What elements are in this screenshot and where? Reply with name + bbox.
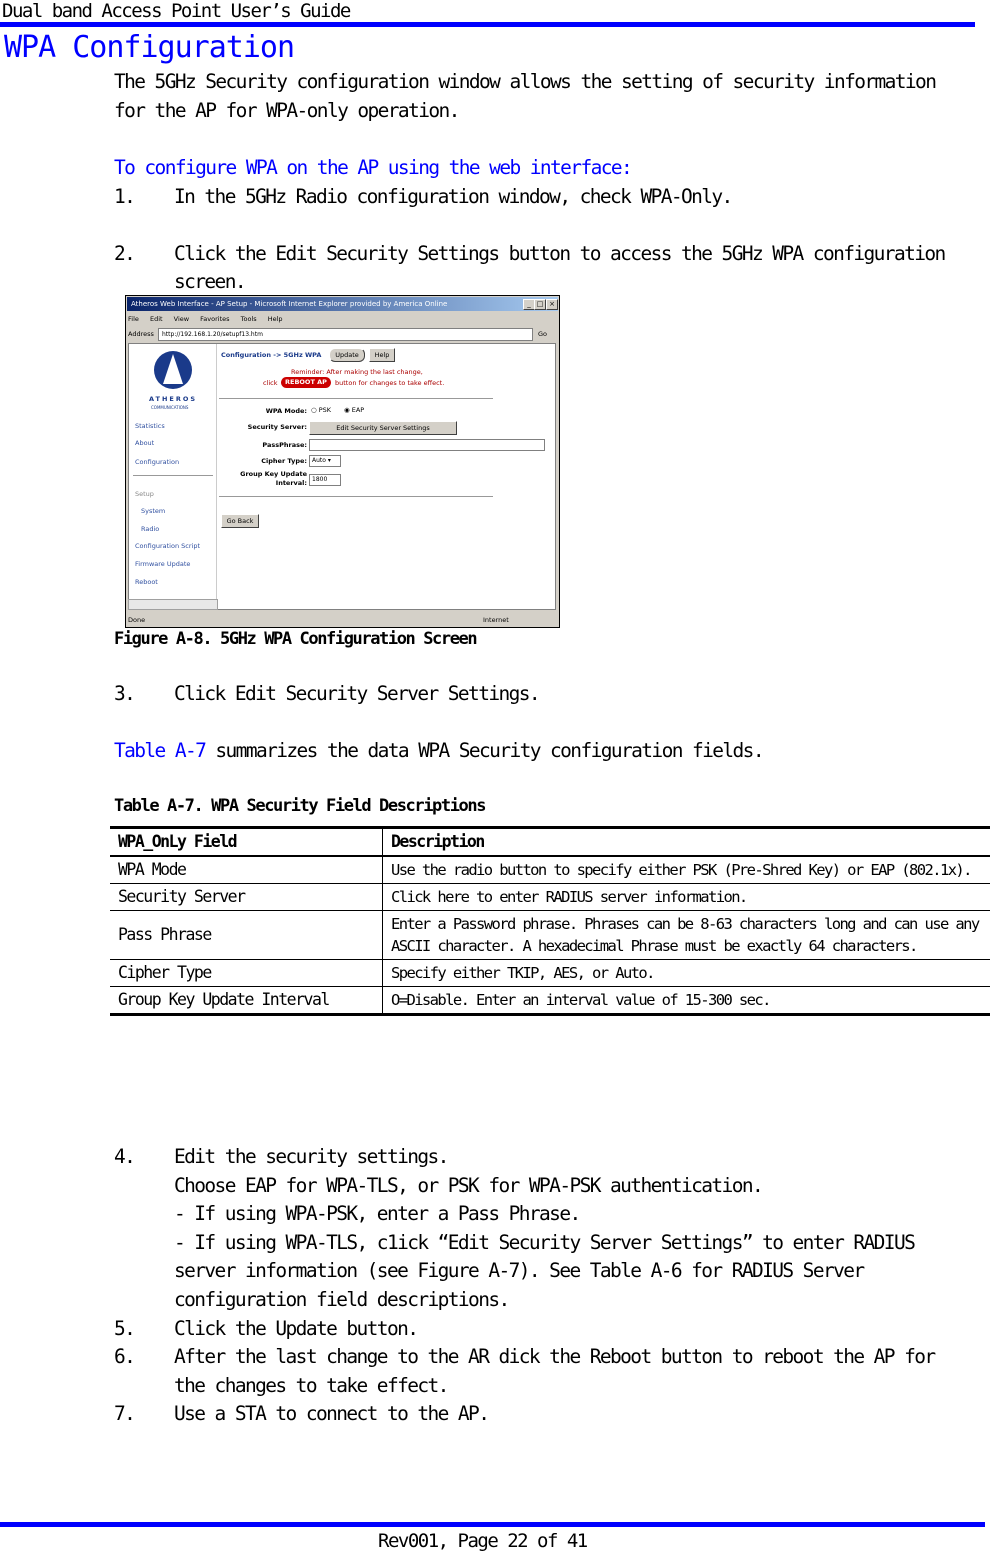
form-divider-top <box>219 398 493 399</box>
header-description: Description <box>383 828 990 857</box>
go-back-button: Go Back <box>221 514 259 528</box>
step-3-number: 3. <box>114 682 135 705</box>
group-key-input: 1800 <box>309 474 341 486</box>
nav-setup: Setup <box>135 490 154 498</box>
table-summary <box>114 739 763 762</box>
step-4-line-5: server information (see Figure A-7). See Table A-6 for RADIUS Server <box>174 1259 864 1282</box>
nav-system: System <box>141 507 166 515</box>
status-bar <box>128 614 557 626</box>
table-row <box>110 884 990 911</box>
eap-label: EAP <box>351 406 365 414</box>
menu-edit: Edit <box>149 315 163 323</box>
menu-view: View <box>173 315 190 323</box>
intro-line-1: The 5GHz Security configuration window allows the setting of security information <box>114 70 936 93</box>
row-field: Security Server <box>110 884 383 911</box>
menu-tools: Tools <box>240 315 257 323</box>
row-description: Specify either TKIP, AES, or Auto. <box>383 960 990 987</box>
nav-radio: Radio <box>141 525 160 533</box>
step-3-text: Click Edit Security Server Settings. <box>174 682 540 705</box>
table-caption: Table A-7. WPA Security Field Descriptions <box>114 796 486 816</box>
menu-help: Help <box>267 315 283 323</box>
horizontal-scrollbar <box>128 599 218 610</box>
step-6-number: 6. <box>114 1345 135 1368</box>
table-reference-link[interactable]: Table A-7 <box>114 739 206 762</box>
footer-rule <box>0 1522 985 1527</box>
reboot-ap-button: REBOOT AP <box>281 377 331 388</box>
address-bar <box>128 327 557 341</box>
nav-statistics: Statistics <box>135 422 165 430</box>
cipher-type-value: Auto <box>312 457 326 464</box>
table-summary-text: summarizes the data WPA Security configuration fields. <box>205 739 763 762</box>
section-title: WPA Configuration <box>4 30 295 65</box>
step-2-number: 2. <box>114 242 135 265</box>
go-label: Go <box>538 330 548 338</box>
step-6-line-2: the changes to take effect. <box>174 1374 448 1397</box>
row-description: O=Disable. Enter an interval value of 15-300 sec. <box>383 987 990 1015</box>
step-4-number: 4. <box>114 1145 135 1168</box>
table-row <box>110 960 990 987</box>
cipher-type-select: Auto ▾ <box>309 455 341 467</box>
reboot-note: button for changes to take effect. <box>335 379 445 387</box>
status-done: Done <box>128 616 146 624</box>
step-5-text: Click the Update button. <box>174 1317 418 1340</box>
close-icon: × <box>546 299 558 310</box>
passphrase-input <box>309 439 545 451</box>
logo-subtext: COMMUNICATIONS <box>151 405 189 410</box>
field-description-table <box>110 826 990 1016</box>
nav-firmware-update: Firmware Update <box>135 560 191 568</box>
group-key-label-2: Interval: <box>275 479 307 487</box>
nav-configuration: Configuration <box>135 458 180 466</box>
step-2-text-line1: Click the Edit Security Settings button to access the 5GHz WPA configuration <box>174 242 945 265</box>
frame-divider <box>216 344 217 609</box>
update-button: Update <box>329 348 365 362</box>
row-field: WPA Mode <box>110 856 383 884</box>
row-field: Cipher Type <box>110 960 383 987</box>
header-rule <box>0 22 975 27</box>
edit-security-settings-button: Edit Security Server Settings <box>309 421 457 435</box>
nav-configuration-script: Configuration Script <box>135 542 200 550</box>
figure-caption: Figure A-8. 5GHz WPA Configuration Screen <box>114 629 477 649</box>
step-2-text-line2: screen. <box>174 270 245 293</box>
status-zone: Internet <box>483 616 509 624</box>
web-page <box>128 343 556 610</box>
step-4-line-1: Edit the security settings. <box>174 1145 448 1168</box>
row-description: Enter a Password phrase. Phrases can be 8-63 characters long and can use any ASCII character. A hexadecimal Phrase must be exactly 64 characters. <box>383 911 990 960</box>
maximize-icon: □ <box>534 299 546 310</box>
cipher-type-label: Cipher Type: <box>261 457 307 465</box>
help-button: Help <box>369 348 395 362</box>
nav-reboot: Reboot <box>135 578 158 586</box>
menu-file: File <box>128 315 139 323</box>
address-label: Address <box>128 330 154 338</box>
row-field: Group Key Update Interval <box>110 987 383 1015</box>
minimize-icon: _ <box>523 299 535 310</box>
step-6-line-1: After the last change to the AR dick the Reboot button to reboot the AP for <box>174 1345 935 1368</box>
atheros-logo-icon <box>153 348 193 392</box>
menu-favorites: Favorites <box>200 315 230 323</box>
logo-text: ATHEROS <box>149 395 198 403</box>
row-description: Click here to enter RADIUS server information. <box>383 884 990 911</box>
breadcrumb: Configuration -> 5GHz WPA <box>221 351 322 359</box>
step-7-number: 7. <box>114 1402 135 1425</box>
row-field: Pass Phrase <box>110 911 383 960</box>
wpa-mode-label: WPA Mode: <box>265 407 307 415</box>
group-key-label-1: Group Key Update <box>240 470 307 478</box>
page-footer: Rev001, Page 22 of 41 <box>378 1530 587 1552</box>
step-4-line-2: Choose EAP for WPA-TLS, or PSK for WPA-PSK authentication. <box>174 1174 763 1197</box>
window-title: Atheros Web Interface - AP Setup - Microsoft Internet Explorer provided by America Online <box>127 297 558 311</box>
address-field: http://192.168.1.20/setupf13.htm <box>158 328 533 341</box>
form-divider-bottom <box>219 496 493 497</box>
table-header-row <box>110 828 990 857</box>
step-1-number: 1. <box>114 185 135 208</box>
security-server-label: Security Server: <box>247 423 307 431</box>
eap-radio: ◉ EAP <box>344 406 365 414</box>
step-1-text: In the 5GHz Radio configuration window, check WPA-Only. <box>174 185 732 208</box>
header-field: WPA_OnLy Field <box>110 828 383 857</box>
psk-label: PSK <box>318 406 332 414</box>
menu-bar <box>128 313 557 325</box>
running-header: Dual band Access Point User’s Guide <box>2 0 350 22</box>
psk-radio: ○ PSK <box>311 406 332 414</box>
step-4-line-6: configuration field descriptions. <box>174 1288 509 1311</box>
step-7-text: Use a STA to connect to the AP. <box>174 1402 489 1425</box>
step-4-line-3: - If using WPA-PSK, enter a Pass Phrase. <box>174 1202 580 1225</box>
step-5-number: 5. <box>114 1317 135 1340</box>
click-text: click <box>263 379 278 387</box>
nav-about: About <box>135 439 155 447</box>
intro-line-2: for the AP for WPA-only operation. <box>114 99 459 122</box>
row-description: Use the radio button to specify either PSK (Pre-Shred Key) or EAP (802.1x). <box>383 856 990 884</box>
passphrase-label: PassPhrase: <box>262 441 307 449</box>
table-row <box>110 856 990 884</box>
table-row <box>110 911 990 960</box>
step-4-line-4: - If using WPA-TLS, c1ick “Edit Security Server Settings” to enter RADIUS <box>174 1231 915 1254</box>
screenshot-figure <box>125 295 560 628</box>
nav-divider <box>133 475 213 476</box>
table-row <box>110 987 990 1015</box>
reminder-text: Reminder: After making the last change, <box>291 368 423 376</box>
procedure-heading: To configure WPA on the AP using the web interface: <box>114 156 632 179</box>
